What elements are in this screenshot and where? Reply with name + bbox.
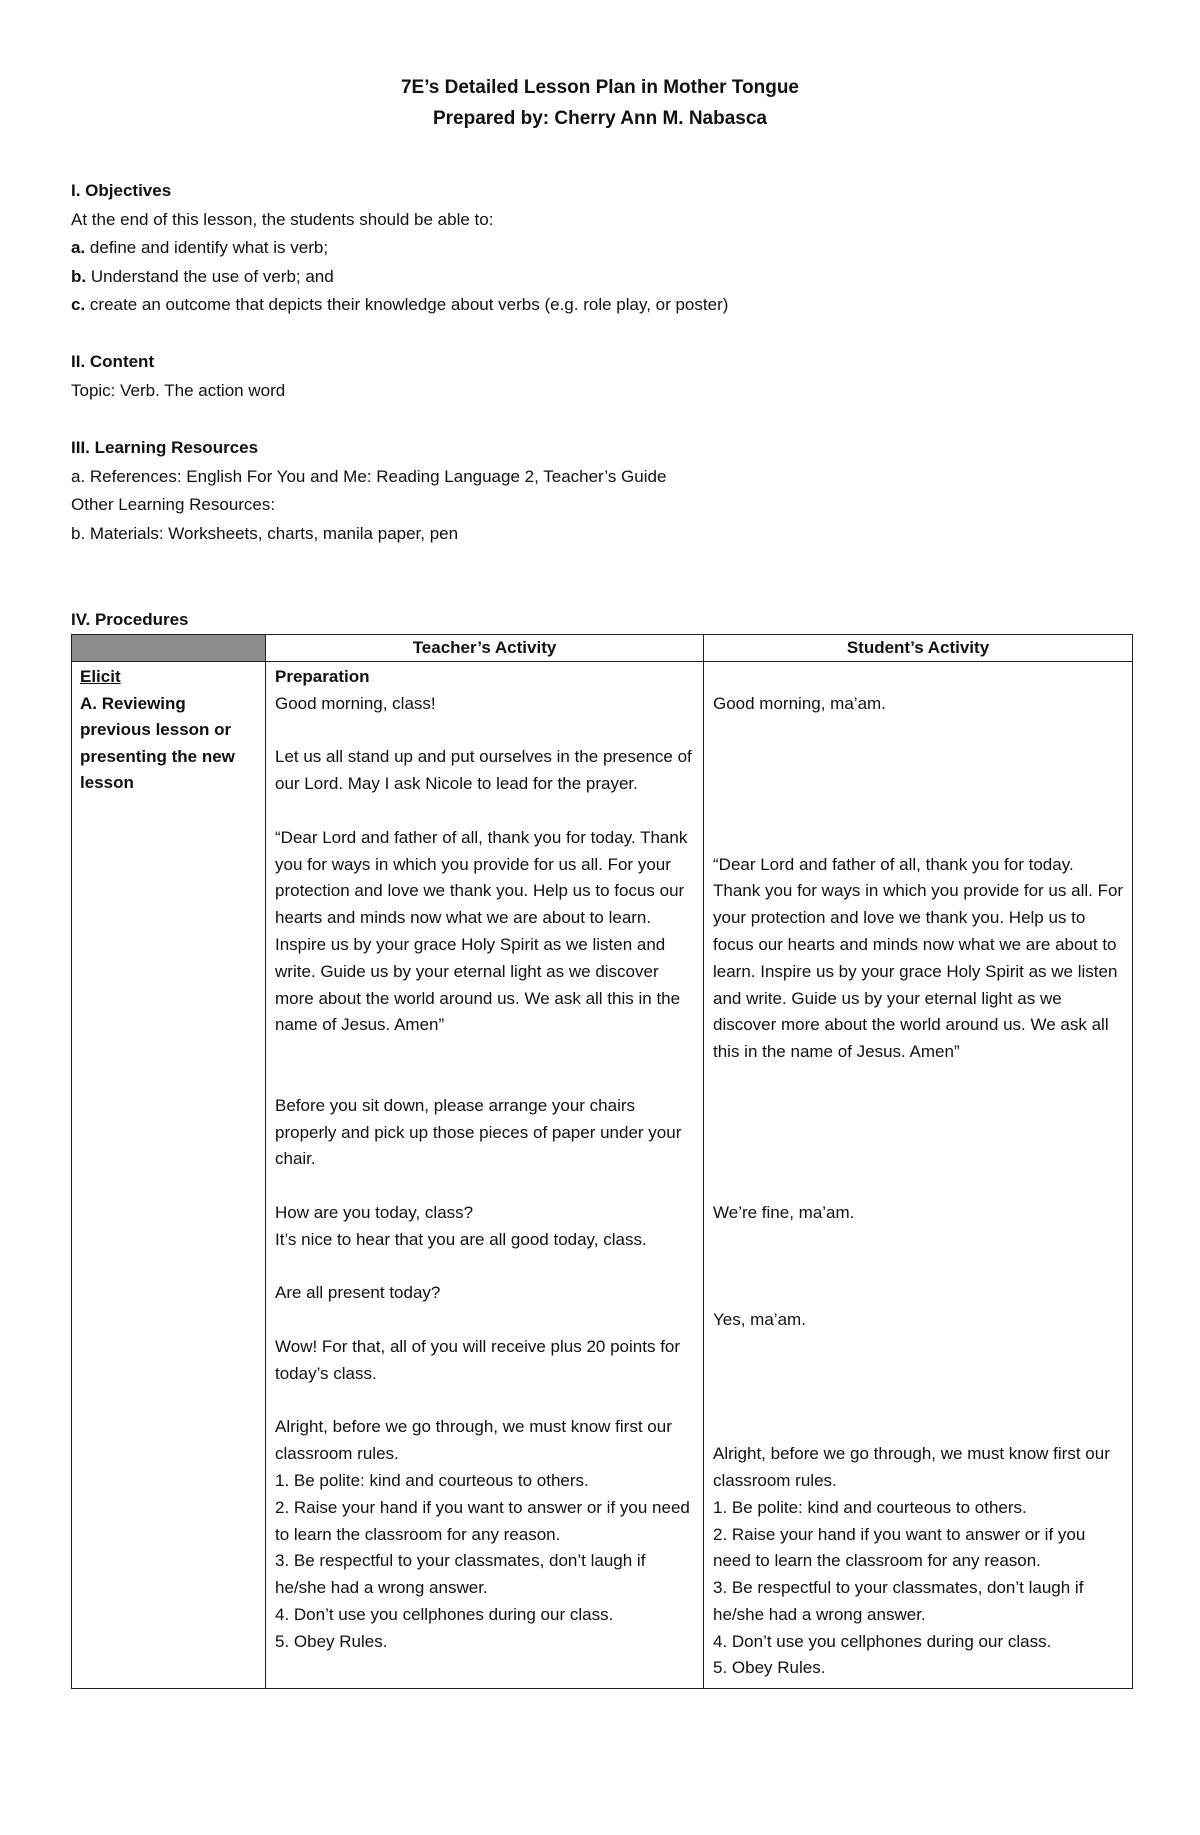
resources-section: [71, 434, 1131, 548]
step-label: A. Reviewing previous lesson or presenting the new lesson: [80, 693, 235, 792]
document-title: 7E’s Detailed Lesson Plan in Mother Tongue: [400, 77, 799, 98]
objective-marker: a.: [71, 238, 86, 258]
content-heading: II. Content: [71, 352, 155, 371]
student-rule: 4. Don’t use you cellphones during our class.: [713, 1631, 1052, 1651]
title-block: [0, 72, 1200, 134]
student-prayer: “Dear Lord and father of all, thank you for today. Thank you for ways in which you provide for us all. For your protection and love we thank you. Help us to focus our hearts and minds now what we are about to learn. Inspire us by your grace Holy Spirit as we listen and write. Guide us by your eternal light as we discover more about the world around us. We ask all this in the name of Jesus. Amen”: [713, 854, 1124, 1062]
teacher-nice: It’s nice to hear that you are all good today, class.: [275, 1229, 647, 1249]
teacher-attendance: Are all present today?: [275, 1283, 441, 1303]
teacher-arrange: Before you sit down, please arrange your chairs properly and pick up those pieces of paper under your chair.: [275, 1095, 682, 1169]
teacher-cell: [266, 662, 704, 1689]
header-blank-cell: [72, 635, 266, 662]
student-activity-header: Student’s Activity: [704, 635, 1133, 662]
resources-references: a. References: English For You and Me: Reading Language 2, Teacher’s Guide: [71, 466, 667, 486]
objective-text: define and identify what is verb;: [85, 238, 329, 258]
teacher-rule: 3. Be respectful to your classmates, don’t laugh if he/she had a wrong answer.: [275, 1551, 646, 1598]
teacher-rule: 4. Don’t use you cellphones during our class.: [275, 1604, 614, 1624]
student-cell: [704, 662, 1133, 1689]
objective-item: [71, 263, 1131, 292]
student-greeting: Good morning, ma’am.: [713, 693, 886, 713]
student-rule: 1. Be polite: kind and courteous to others.: [713, 1497, 1027, 1517]
stage-label: Elicit: [80, 667, 121, 686]
objective-marker: b.: [71, 266, 87, 286]
teacher-prayer: “Dear Lord and father of all, thank you for today. Thank you for ways in which you provide for us all. For your protection and love we thank you. Help us to focus our hearts and minds now what we are about to learn. Inspire us by your grace Holy Spirit as we listen and write. Guide us by your eternal light as we discover more about the world around us. We ask all this in the name of Jesus. Amen”: [275, 827, 688, 1035]
objective-text: create an outcome that depicts their knowledge about verbs (e.g. role play, or poster): [85, 295, 729, 315]
table-header-row: [72, 635, 1133, 662]
objective-item: [71, 234, 1131, 263]
content-topic: Topic: Verb. The action word: [71, 380, 286, 400]
content-section: [71, 348, 1131, 405]
teacher-preparation: Preparation: [275, 667, 370, 686]
procedures-table: [71, 634, 1133, 1689]
teacher-activity-header: Teacher’s Activity: [266, 635, 704, 662]
objective-item: [71, 291, 1131, 320]
prepared-by: Prepared by: Cherry Ann M. Nabasca: [432, 108, 767, 129]
resources-other: Other Learning Resources:: [71, 495, 276, 515]
teacher-how-are-you: How are you today, class?: [275, 1202, 474, 1222]
student-yes: Yes, ma’am.: [713, 1310, 806, 1330]
objectives-heading: I. Objectives: [71, 181, 172, 200]
objective-marker: c.: [71, 295, 86, 315]
objective-text: Understand the use of verb; and: [86, 266, 334, 286]
teacher-prayer-call: Let us all stand up and put ourselves in the presence of our Lord. May I ask Nicole to lead for the prayer.: [275, 747, 692, 794]
objectives-intro: At the end of this lesson, the students should be able to:: [71, 209, 494, 229]
teacher-rule: 5. Obey Rules.: [275, 1631, 388, 1651]
teacher-rule: 1. Be polite: kind and courteous to others.: [275, 1470, 589, 1490]
student-rules-intro: Alright, before we go through, we must know first our classroom rules.: [713, 1444, 1110, 1490]
student-rule: 2. Raise your hand if you want to answer or if you need to learn the classroom for any reason.: [713, 1524, 1086, 1571]
resources-materials: b. Materials: Worksheets, charts, manila paper, pen: [71, 523, 459, 543]
teacher-rules-intro: Alright, before we go through, we must know first our classroom rules.: [275, 1417, 672, 1464]
procedures-heading: IV. Procedures: [71, 610, 189, 629]
resources-heading: III. Learning Resources: [71, 438, 259, 457]
student-fine: We’re fine, ma’am.: [713, 1202, 855, 1222]
stage-cell: [72, 662, 266, 1689]
teacher-points: Wow! For that, all of you will receive plus 20 points for today’s class.: [275, 1336, 681, 1383]
objectives-section: [71, 177, 1131, 320]
student-rule: 5. Obey Rules.: [713, 1658, 826, 1678]
table-row: [72, 662, 1133, 1689]
student-rule: 3. Be respectful to your classmates, don’t laugh if he/she had a wrong answer.: [713, 1578, 1084, 1624]
teacher-greeting: Good morning, class!: [275, 693, 436, 713]
teacher-rule: 2. Raise your hand if you want to answer or if you need to learn the classroom for any reason.: [275, 1497, 690, 1544]
